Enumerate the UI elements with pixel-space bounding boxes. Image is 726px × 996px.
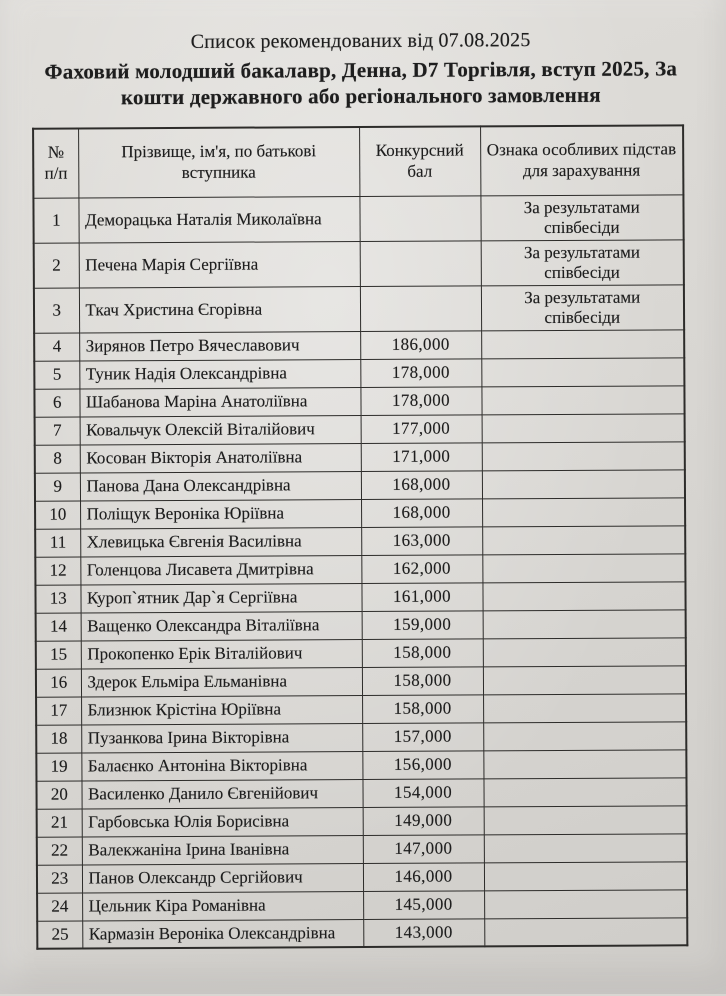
- row-applicant-name: Ващенко Олександра Віталіївна: [81, 611, 362, 640]
- row-special-grounds: [483, 694, 686, 723]
- table-row: [37, 890, 687, 921]
- row-score: 143,000: [363, 919, 484, 948]
- table-row: [36, 778, 686, 809]
- table-row: [36, 666, 686, 697]
- row-special-grounds: [484, 806, 687, 835]
- table-row: [35, 414, 685, 445]
- document-header: [0, 0, 724, 111]
- row-score: 157,000: [362, 723, 483, 752]
- row-applicant-name: Пузанкова Ірина Вікторівна: [81, 723, 362, 752]
- row-number: 12: [35, 557, 80, 585]
- row-score: 158,000: [362, 667, 483, 696]
- row-applicant-name: Близнюк Крістіна Юріївна: [81, 695, 362, 724]
- row-applicant-name: Василенко Данило Євгенійович: [81, 779, 362, 808]
- row-special-grounds: [482, 414, 685, 443]
- row-special-grounds: [481, 330, 684, 359]
- row-score: [360, 286, 481, 332]
- table-row: [35, 582, 685, 613]
- row-special-grounds: За результатами співбесіди: [481, 239, 684, 285]
- row-applicant-name: Кармазін Вероніка Олександрівна: [82, 919, 363, 948]
- table-row: [35, 526, 685, 557]
- row-number: 20: [36, 781, 81, 809]
- recommended-list-table: [32, 124, 688, 950]
- table-row: [34, 330, 684, 361]
- table-row: [34, 239, 684, 287]
- header-number: № п/п: [33, 128, 78, 198]
- row-special-grounds: [484, 890, 687, 919]
- row-applicant-name: Хлевицька Євгенія Василівна: [80, 527, 361, 556]
- row-score: 163,000: [361, 527, 482, 556]
- row-number: 14: [36, 613, 81, 641]
- row-number: 3: [34, 288, 79, 333]
- row-number: 23: [37, 865, 82, 893]
- row-special-grounds: [484, 862, 687, 891]
- table-row: [35, 470, 685, 501]
- row-applicant-name: Деморацька Наталія Миколаївна: [78, 196, 359, 243]
- row-number: 19: [36, 753, 81, 781]
- row-special-grounds: [481, 386, 684, 415]
- row-score: 149,000: [363, 807, 484, 836]
- row-applicant-name: Гарбовська Юлія Борисівна: [82, 807, 363, 836]
- row-special-grounds: [482, 582, 685, 611]
- row-applicant-name: Валекжаніна Ірина Іванівна: [82, 835, 363, 864]
- row-special-grounds: [484, 918, 687, 947]
- table-row: [35, 554, 685, 585]
- table-row: [36, 638, 686, 669]
- row-score: 147,000: [363, 835, 484, 864]
- row-number: 6: [34, 389, 79, 417]
- row-special-grounds: [482, 554, 685, 583]
- row-score: 177,000: [361, 415, 482, 444]
- row-applicant-name: Балаєнко Антоніна Вікторівна: [81, 751, 362, 780]
- table-row: [37, 862, 687, 893]
- row-special-grounds: [483, 638, 686, 667]
- row-number: 10: [35, 501, 80, 529]
- row-number: 9: [35, 473, 80, 501]
- row-number: 8: [35, 445, 80, 473]
- table-row: [34, 285, 684, 333]
- row-score: 162,000: [361, 555, 482, 584]
- row-special-grounds: [482, 498, 685, 527]
- row-score: 156,000: [362, 751, 483, 780]
- row-applicant-name: Туник Надія Олександрівна: [79, 359, 360, 388]
- table-row: [37, 806, 687, 837]
- row-applicant-name: Шабанова Маріна Анатоліївна: [79, 387, 360, 416]
- row-special-grounds: [482, 470, 685, 499]
- row-special-grounds: [481, 358, 684, 387]
- row-number: 18: [36, 725, 81, 753]
- row-score: 146,000: [363, 863, 484, 892]
- row-score: 178,000: [360, 387, 481, 416]
- row-score: 186,000: [360, 331, 481, 360]
- row-applicant-name: Зирянов Петро Вячеславович: [79, 331, 360, 360]
- row-special-grounds: [484, 834, 687, 863]
- table-header: [33, 125, 683, 198]
- row-applicant-name: Ковальчук Олексій Віталійович: [80, 415, 361, 444]
- table-row: [35, 498, 685, 529]
- document-title-program: Фаховий молодший бакалавр, Денна, D7 Торгівля, вступ 2025, За кошти державного або регіонального замовлення: [44, 56, 678, 110]
- row-score: 168,000: [361, 499, 482, 528]
- row-number: 24: [37, 893, 82, 921]
- table-row: [35, 442, 685, 473]
- row-special-grounds: [482, 442, 685, 471]
- row-number: 5: [34, 361, 79, 389]
- row-score: 171,000: [361, 443, 482, 472]
- row-applicant-name: Цельник Кіра Романівна: [82, 891, 363, 920]
- document-title-date: Список рекомендованих від 07.08.2025: [190, 29, 531, 53]
- row-score: 161,000: [361, 583, 482, 612]
- row-number: 7: [35, 417, 80, 445]
- row-number: 21: [37, 809, 82, 837]
- row-score: 145,000: [363, 891, 484, 920]
- table-row: [36, 750, 686, 781]
- row-applicant-name: Поліщук Вероніка Юріївна: [80, 499, 361, 528]
- row-applicant-name: Прокопенко Ерік Віталійович: [81, 639, 362, 668]
- table-row: [33, 194, 683, 242]
- row-special-grounds: [483, 750, 686, 779]
- table-row: [37, 834, 687, 865]
- row-special-grounds: За результатами співбесіди: [480, 194, 683, 240]
- row-number: 17: [36, 697, 81, 725]
- row-special-grounds: [483, 722, 686, 751]
- row-special-grounds: [483, 666, 686, 695]
- row-special-grounds: За результатами співбесіди: [481, 285, 684, 331]
- table-body: [33, 194, 687, 949]
- header-score: Конкурсний бал: [359, 126, 480, 196]
- row-applicant-name: Панов Олександр Сергійович: [82, 863, 363, 892]
- row-score: [359, 195, 480, 241]
- row-score: 178,000: [360, 359, 481, 388]
- table-row: [36, 722, 686, 753]
- table-row: [34, 386, 684, 417]
- row-applicant-name: Панова Дана Олександрівна: [80, 471, 361, 500]
- row-score: [360, 240, 481, 286]
- table-row: [37, 918, 687, 949]
- row-special-grounds: [482, 526, 685, 555]
- header-name: Прізвище, ім'я, по батькові вступника: [78, 127, 359, 198]
- row-applicant-name: Голенцова Лисавета Дмитрівна: [80, 555, 361, 584]
- row-score: 168,000: [361, 471, 482, 500]
- row-number: 1: [33, 197, 78, 242]
- row-applicant-name: Ткач Христина Єгорівна: [79, 286, 360, 333]
- row-number: 4: [34, 333, 79, 361]
- table-header-row: [33, 125, 683, 198]
- header-special-grounds: Ознака особливих підстав для зарахування: [480, 125, 683, 196]
- row-applicant-name: Куроп`ятник Дар`я Сергіївна: [80, 583, 361, 612]
- row-number: 13: [35, 585, 80, 613]
- row-score: 159,000: [362, 611, 483, 640]
- row-number: 22: [37, 837, 82, 865]
- row-applicant-name: Здерок Ельміра Ельманівна: [81, 667, 362, 696]
- row-applicant-name: Косован Вікторія Анатоліївна: [80, 443, 361, 472]
- row-number: 16: [36, 669, 81, 697]
- row-number: 25: [37, 921, 82, 949]
- row-score: 158,000: [362, 695, 483, 724]
- row-number: 2: [34, 243, 79, 288]
- table-row: [34, 358, 684, 389]
- row-score: 154,000: [362, 779, 483, 808]
- row-special-grounds: [483, 610, 686, 639]
- row-number: 11: [35, 529, 80, 557]
- row-applicant-name: Печена Марія Сергіївна: [79, 241, 360, 288]
- table-row: [36, 694, 686, 725]
- row-score: 158,000: [362, 639, 483, 668]
- row-number: 15: [36, 641, 81, 669]
- row-special-grounds: [483, 778, 686, 807]
- table-row: [36, 610, 686, 641]
